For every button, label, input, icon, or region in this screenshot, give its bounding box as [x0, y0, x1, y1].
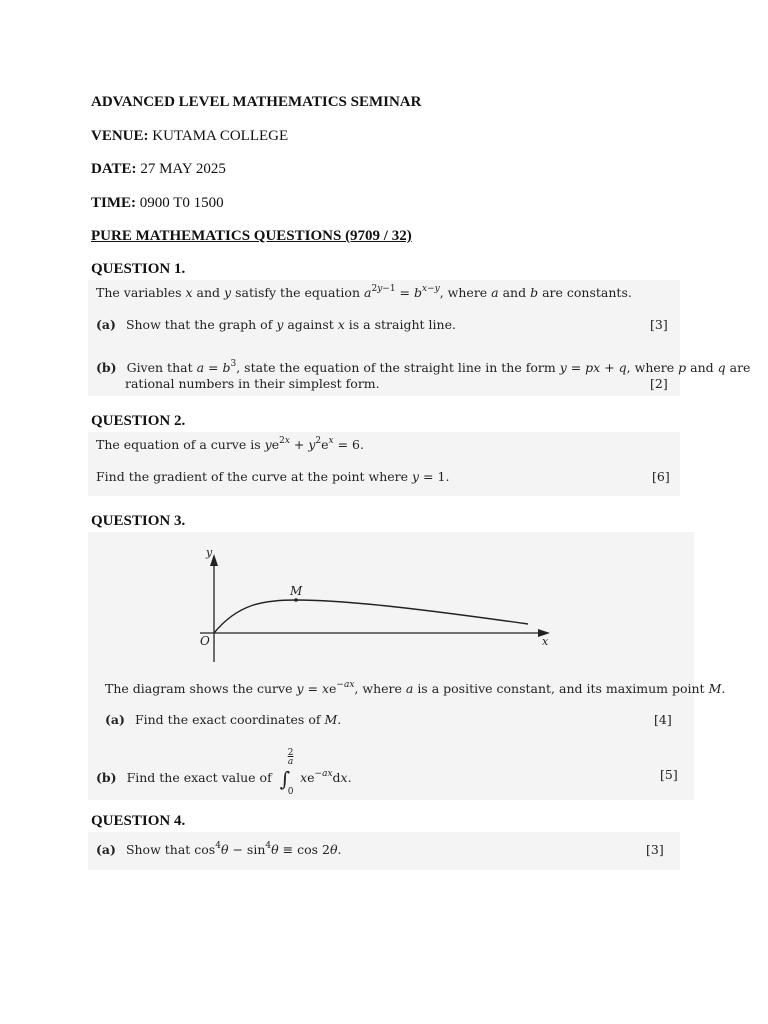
q2-mark: [6]	[652, 469, 670, 484]
question-3-part-a: (a) Find the exact coordinates of M.	[105, 712, 342, 727]
time-label: TIME:	[91, 195, 136, 211]
question-4-heading: QUESTION 4.	[91, 813, 186, 829]
q2-line2-text: Find the gradient of the curve at the point where	[96, 469, 409, 484]
question-3-part-b: (b) Find the exact value of ∫ 2 a 0 $xe^{-ax}dx$.	[96, 748, 352, 797]
x-axis-label: x	[542, 635, 549, 648]
q1-part-b-text-3: , where	[626, 360, 675, 375]
q1-intro-b: and	[196, 285, 221, 300]
q1-intro-d: , where	[439, 285, 488, 300]
curve-diagram	[88, 532, 694, 672]
y-axis-label: y	[206, 546, 213, 559]
curve	[214, 600, 528, 633]
integral-sign: ∫ 2 a 0	[279, 748, 294, 797]
max-point-marker	[294, 598, 298, 602]
q1-part-b-line2: rational numbers in their simplest form.	[125, 376, 380, 391]
question-4-part-a: (a) Show that $\cos^4\theta - \sin^4\theta \equiv \cos 2\theta$.	[96, 841, 342, 857]
q1-part-a-text-3: is a straight line.	[348, 317, 456, 332]
q3-part-a-mark: [4]	[654, 712, 672, 727]
q1-part-b-text-1: Given that	[126, 360, 193, 375]
venue-line	[91, 128, 288, 145]
max-point-label: M	[290, 584, 303, 598]
question-1-intro: The variables x and y satisfy the equation $a^{2y-1} = b^{x-y}$, where a and b are constants.	[96, 284, 632, 300]
question-2-panel	[88, 432, 680, 496]
time-line	[91, 195, 224, 212]
q3-intro-c: is a positive constant, and its maximum point	[417, 681, 705, 696]
q1-intro-a: The variables	[96, 285, 182, 300]
question-1-panel	[88, 280, 751, 396]
question-1-part-b: (b) Given that $a = b^3$, state the equation of the straight line in the form y = px + q, where p and q are	[96, 359, 751, 375]
date-value: 27 MAY 2025	[140, 161, 226, 177]
q4-part-a-text: Show that	[125, 842, 191, 857]
origin-label: O	[200, 634, 210, 648]
date-label: DATE:	[91, 161, 137, 177]
q3-intro-b: , where	[354, 681, 402, 696]
venue-value: KUTAMA COLLEGE	[152, 128, 289, 144]
question-2-line-1: The equation of a curve is $ye^{2x} + y^2e^x = 6$.	[96, 436, 364, 452]
time-value: 0900 T0 1500	[139, 195, 224, 211]
q1-part-b-text-2: , state the equation of the straight line in the form	[236, 360, 556, 375]
q4-part-a-mark: [3]	[646, 842, 664, 857]
q4-part-a-label: (a)	[96, 842, 116, 857]
q2-line1-text: The equation of a curve is	[96, 437, 261, 452]
q1-part-a-label: (a)	[96, 317, 116, 332]
q3-part-b-text: Find the exact value of	[126, 770, 272, 785]
date-line	[91, 161, 226, 178]
q1-part-a-mark: [3]	[650, 317, 668, 332]
q3-part-a-label: (a)	[105, 712, 125, 727]
question-1-part-a: (a) Show that the graph of y against x is a straight line.	[96, 317, 456, 332]
q1-part-b-text-5: are	[729, 360, 751, 375]
question-3-heading: QUESTION 3.	[91, 513, 186, 529]
q1-part-a-text-2: against	[287, 317, 334, 332]
question-3-panel	[88, 532, 726, 800]
q3-part-a-text: Find the exact coordinates of	[134, 712, 321, 727]
q1-part-b-mark: [2]	[650, 376, 668, 391]
q3-part-b-mark: [5]	[660, 767, 678, 782]
q1-intro-f: are constants.	[542, 285, 632, 300]
question-3-intro: The diagram shows the curve $y = xe^{-ax}$, where a is a positive constant, and its maximum point M.	[105, 680, 726, 696]
venue-label: VENUE:	[91, 128, 149, 144]
question-2-line-2: Find the gradient of the curve at the point where y = 1.	[96, 469, 450, 484]
q1-intro-c: satisfy the equation	[235, 285, 361, 300]
q3-part-b-label: (b)	[96, 770, 117, 785]
q1-intro-e: and	[502, 285, 527, 300]
question-4-panel	[88, 832, 680, 870]
q1-part-b-label: (b)	[96, 360, 117, 375]
q1-part-a-text-1: Show that the graph of	[125, 317, 273, 332]
section-title: PURE MATHEMATICS QUESTIONS (9709 / 32)	[91, 228, 412, 244]
page-title: ADVANCED LEVEL MATHEMATICS SEMINAR	[91, 94, 422, 110]
question-2-heading: QUESTION 2.	[91, 413, 186, 429]
q1-part-b-text-4: and	[690, 360, 714, 375]
question-1-heading: QUESTION 1.	[91, 261, 186, 277]
q3-intro-a: The diagram shows the curve	[105, 681, 293, 696]
